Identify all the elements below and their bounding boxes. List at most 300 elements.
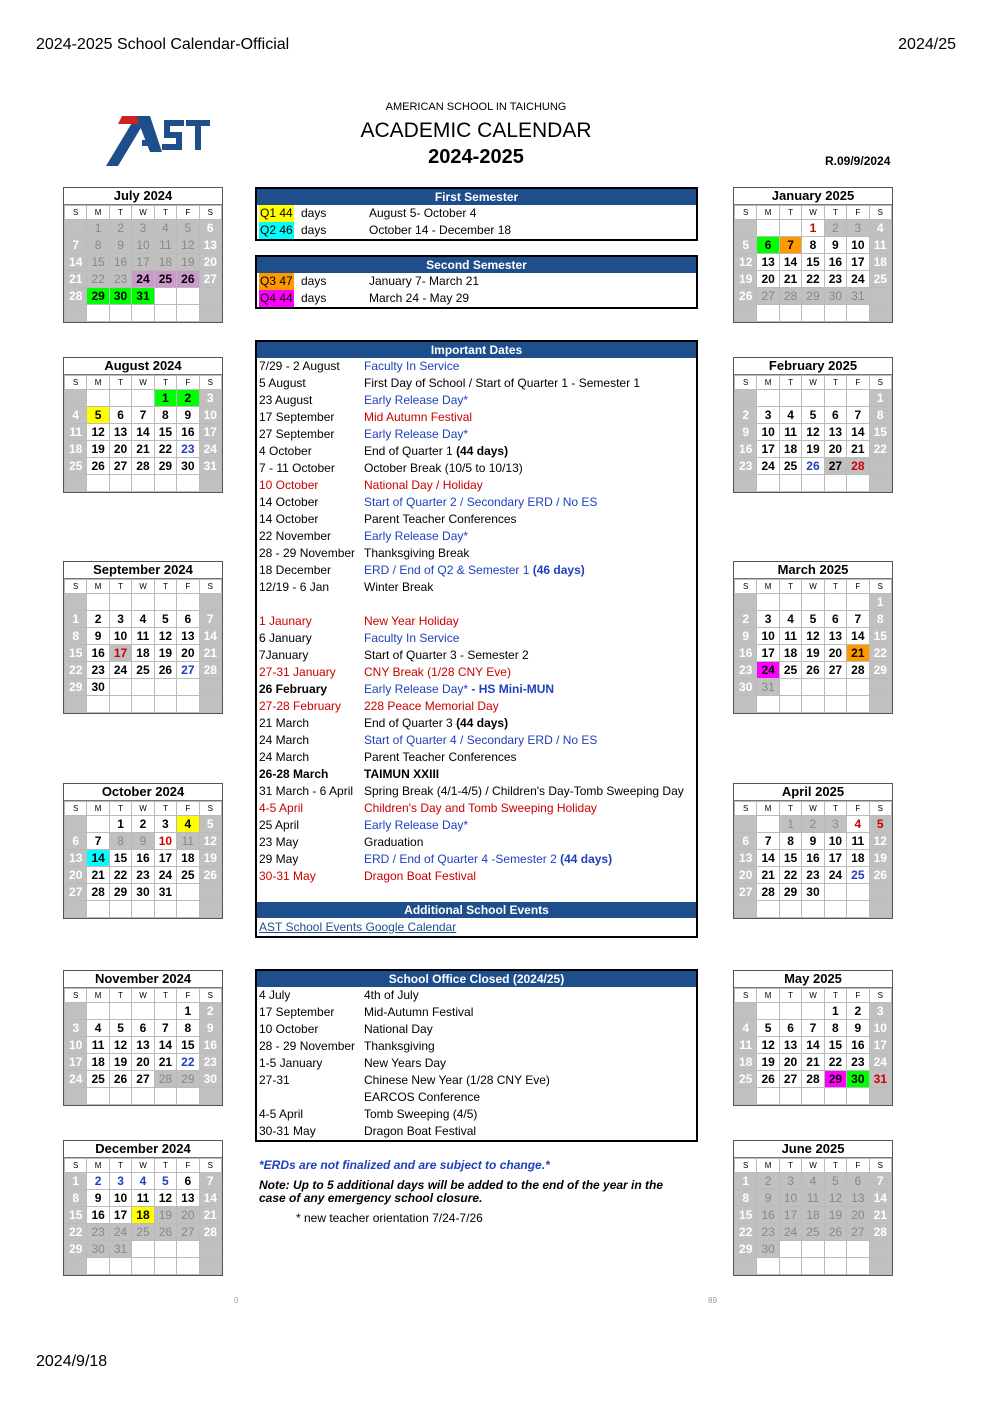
event-name <box>364 800 597 817</box>
day-cell: 23 <box>757 1224 779 1241</box>
day-cell <box>802 1258 824 1275</box>
closed-reason: National Day <box>364 1022 433 1036</box>
day-cell: 14 <box>757 850 779 867</box>
day-cell <box>802 390 824 407</box>
day-cell: 18 <box>779 441 801 458</box>
day-cell <box>109 1258 131 1275</box>
quarter-range: October 14 - December 18 <box>369 223 512 237</box>
weekday-header: S <box>199 1159 221 1173</box>
day-cell: 19 <box>87 441 109 458</box>
weekday-header: T <box>824 376 846 390</box>
day-cell: 8 <box>109 833 131 850</box>
weekday-header: F <box>177 376 199 390</box>
day-cell <box>757 816 779 833</box>
day-cell: 13 <box>847 1190 869 1207</box>
day-cell: 29 <box>177 1071 199 1088</box>
important-date-row <box>257 460 696 477</box>
document-title: 2024-2025 School Calendar-Official <box>36 36 290 53</box>
event-bold: (44 days) <box>560 852 613 866</box>
important-date-row <box>257 647 696 664</box>
day-cell <box>109 901 131 918</box>
day-cell <box>132 475 154 492</box>
day-cell: 30 <box>87 1241 109 1258</box>
day-cell: 26 <box>154 662 176 679</box>
day-cell <box>779 679 801 696</box>
day-cell: 3 <box>109 1173 131 1190</box>
day-cell <box>847 475 869 492</box>
day-cell: 28 <box>802 1071 824 1088</box>
day-cell: 17 <box>154 850 176 867</box>
day-cell: 17 <box>824 850 846 867</box>
day-cell: 6 <box>109 407 131 424</box>
weekday-header: S <box>199 206 221 220</box>
day-cell: 17 <box>847 254 869 271</box>
day-cell <box>65 594 87 611</box>
important-date-row <box>257 409 696 426</box>
day-cell: 10 <box>109 628 131 645</box>
day-cell <box>65 220 87 237</box>
event-name <box>364 664 511 681</box>
month-calendar <box>733 783 893 919</box>
weekday-header: T <box>824 1159 846 1173</box>
day-cell: 6 <box>847 1173 869 1190</box>
weekday-header: T <box>154 802 176 816</box>
day-cell <box>735 901 757 918</box>
day-cell: 4 <box>87 1020 109 1037</box>
day-cell: 7 <box>802 1020 824 1037</box>
day-cell <box>65 1258 87 1275</box>
closed-reason: Dragon Boat Festival <box>364 1124 477 1138</box>
day-cell: 13 <box>177 1190 199 1207</box>
day-cell: 2 <box>757 1173 779 1190</box>
weekday-header: F <box>847 989 869 1003</box>
day-cell: 22 <box>109 867 131 884</box>
event-name <box>364 409 472 426</box>
weekday-header: S <box>869 206 891 220</box>
day-cell <box>65 390 87 407</box>
event-name <box>364 460 523 477</box>
event-name <box>364 545 469 562</box>
day-cell: 9 <box>177 407 199 424</box>
day-cell: 25 <box>735 1071 757 1088</box>
days-label: days <box>301 274 327 288</box>
closed-date: 4 July <box>259 988 291 1002</box>
month-title: April 2025 <box>734 784 892 801</box>
day-cell: 18 <box>132 1207 154 1224</box>
important-date-row <box>257 596 696 613</box>
month-title: October 2024 <box>64 784 222 801</box>
weekday-header: T <box>779 580 801 594</box>
event-text: Start of Quarter 4 / Secondary ERD / No ES <box>364 733 598 747</box>
day-cell: 20 <box>757 271 779 288</box>
day-cell <box>824 390 846 407</box>
day-cell: 13 <box>779 1037 801 1054</box>
day-cell: 25 <box>65 458 87 475</box>
closure-note <box>259 1179 689 1205</box>
day-cell: 21 <box>847 441 869 458</box>
event-text: Faculty In Service <box>364 359 460 373</box>
event-date: 14 October <box>259 495 319 509</box>
important-date-row <box>257 528 696 545</box>
day-cell: 19 <box>757 1054 779 1071</box>
day-cell: 10 <box>65 1037 87 1054</box>
event-text: Early Release Day* <box>364 682 469 696</box>
day-cell: 17 <box>109 1207 131 1224</box>
day-cell: 24 <box>65 1071 87 1088</box>
event-date: 31 March - 6 April <box>259 784 354 798</box>
event-date: 6 January <box>259 631 312 645</box>
day-cell <box>132 594 154 611</box>
event-text: Early Release Day* <box>364 393 469 407</box>
event-text: Spring Break (4/1-4/5) / Children's Day-Tomb Sweeping Day <box>364 784 684 798</box>
important-dates-title: Important Dates <box>257 342 696 358</box>
weekday-header: F <box>847 376 869 390</box>
second-semester-title: Second Semester <box>257 257 696 273</box>
weekday-header: M <box>757 989 779 1003</box>
day-cell <box>199 288 221 305</box>
day-cell: 16 <box>132 850 154 867</box>
day-cell: 23 <box>109 271 131 288</box>
day-cell: 30 <box>109 288 131 305</box>
day-cell: 26 <box>177 271 199 288</box>
day-cell: 6 <box>757 237 779 254</box>
weekday-header: F <box>847 802 869 816</box>
month-calendar <box>63 357 223 493</box>
weekday-header: T <box>109 206 131 220</box>
day-cell: 7 <box>87 833 109 850</box>
day-cell: 5 <box>199 816 221 833</box>
day-cell <box>65 305 87 322</box>
day-cell <box>824 1088 846 1105</box>
day-cell <box>869 288 891 305</box>
closed-reason: Mid-Autumn Festival <box>364 1005 474 1019</box>
day-cell: 17 <box>199 424 221 441</box>
weekday-header: F <box>847 1159 869 1173</box>
day-cell <box>757 901 779 918</box>
day-cell <box>199 1241 221 1258</box>
weekday-header: S <box>65 802 87 816</box>
month-calendar <box>63 783 223 919</box>
day-cell <box>869 305 891 322</box>
day-cell: 23 <box>824 271 846 288</box>
day-cell: 16 <box>847 1037 869 1054</box>
day-cell <box>735 1258 757 1275</box>
first-semester-box <box>255 187 698 241</box>
day-cell: 29 <box>109 884 131 901</box>
page-code: 2024/25 <box>898 36 956 53</box>
day-cell: 10 <box>132 237 154 254</box>
first-semester-title: First Semester <box>257 189 696 205</box>
day-cell: 21 <box>869 1207 891 1224</box>
month-title: September 2024 <box>64 562 222 579</box>
day-cell: 10 <box>779 1190 801 1207</box>
day-cell <box>757 696 779 713</box>
day-cell <box>757 594 779 611</box>
day-cell <box>847 901 869 918</box>
important-date-row <box>257 698 696 715</box>
day-cell: 19 <box>802 441 824 458</box>
event-name <box>364 358 459 375</box>
office-closed-row <box>257 1004 696 1021</box>
day-cell: 21 <box>154 1054 176 1071</box>
day-cell: 26 <box>735 288 757 305</box>
day-cell <box>65 1088 87 1105</box>
day-cell <box>177 1088 199 1105</box>
day-cell: 25 <box>847 867 869 884</box>
day-cell: 26 <box>154 1224 176 1241</box>
day-cell: 11 <box>735 1037 757 1054</box>
day-cell: 28 <box>132 458 154 475</box>
day-cell <box>824 475 846 492</box>
day-cell <box>847 594 869 611</box>
weekday-header: F <box>847 206 869 220</box>
day-cell: 13 <box>177 628 199 645</box>
day-cell: 6 <box>177 1173 199 1190</box>
day-cell <box>735 696 757 713</box>
day-cell: 16 <box>87 645 109 662</box>
day-cell <box>847 1258 869 1275</box>
semester-row <box>257 290 696 307</box>
event-date: 21 March <box>259 716 310 730</box>
day-cell: 27 <box>65 884 87 901</box>
day-cell <box>132 1088 154 1105</box>
day-cell: 24 <box>757 662 779 679</box>
day-cell <box>824 884 846 901</box>
day-cell: 5 <box>757 1020 779 1037</box>
day-cell <box>87 696 109 713</box>
orientation-note: * new teacher orientation 7/24-7/26 <box>296 1211 483 1225</box>
day-cell <box>154 475 176 492</box>
day-cell: 30 <box>177 458 199 475</box>
weekday-header: S <box>65 376 87 390</box>
day-cell: 14 <box>869 1190 891 1207</box>
event-date: 4-5 April <box>259 801 304 815</box>
day-cell: 3 <box>779 1173 801 1190</box>
day-cell: 4 <box>779 407 801 424</box>
day-cell: 16 <box>177 424 199 441</box>
day-cell: 23 <box>199 1054 221 1071</box>
weekday-header: S <box>199 989 221 1003</box>
day-cell: 8 <box>869 407 891 424</box>
day-cell: 29 <box>869 662 891 679</box>
day-cell <box>824 696 846 713</box>
office-closed-row <box>257 1021 696 1038</box>
weekday-header: T <box>154 1159 176 1173</box>
day-cell: 2 <box>847 1003 869 1020</box>
important-date-row <box>257 868 696 885</box>
day-cell <box>779 220 801 237</box>
day-cell: 5 <box>824 1173 846 1190</box>
weekday-header: W <box>802 1159 824 1173</box>
weekday-header: S <box>735 206 757 220</box>
day-cell <box>132 679 154 696</box>
day-cell: 25 <box>132 662 154 679</box>
day-cell <box>109 305 131 322</box>
day-cell: 1 <box>869 594 891 611</box>
weekday-header: T <box>154 989 176 1003</box>
event-text: Thanksgiving Break <box>364 546 470 560</box>
day-cell: 11 <box>869 237 891 254</box>
day-cell: 28 <box>65 288 87 305</box>
day-cell: 6 <box>177 611 199 628</box>
event-name <box>364 732 597 749</box>
event-name <box>364 477 483 494</box>
day-cell: 7 <box>65 237 87 254</box>
day-cell: 27 <box>735 884 757 901</box>
day-cell <box>824 679 846 696</box>
day-cell: 11 <box>779 424 801 441</box>
day-cell: 13 <box>199 237 221 254</box>
office-closed-row <box>257 987 696 1004</box>
weekday-header: T <box>109 580 131 594</box>
day-cell: 12 <box>802 424 824 441</box>
day-cell: 4 <box>802 1173 824 1190</box>
day-cell: 4 <box>154 220 176 237</box>
day-cell: 28 <box>779 288 801 305</box>
event-date: 29 May <box>259 852 299 866</box>
closed-reason: Tomb Sweeping (4/5) <box>364 1107 478 1121</box>
day-cell: 9 <box>87 1190 109 1207</box>
day-cell: 29 <box>154 458 176 475</box>
event-text: Dragon Boat Festival <box>364 869 477 883</box>
quarter-range: August 5- October 4 <box>369 206 477 220</box>
day-cell: 22 <box>802 271 824 288</box>
day-cell <box>177 594 199 611</box>
day-cell: 8 <box>154 407 176 424</box>
day-cell: 21 <box>65 271 87 288</box>
day-cell <box>847 884 869 901</box>
closure-note-text: Up to 5 additional days will be added to the end of the year in the case of any emergency school closure. <box>259 1178 664 1205</box>
day-cell <box>154 1258 176 1275</box>
day-cell <box>757 1258 779 1275</box>
weekday-header: M <box>757 1159 779 1173</box>
day-cell <box>735 220 757 237</box>
day-cell: 16 <box>735 645 757 662</box>
day-cell: 7 <box>132 407 154 424</box>
day-cell: 18 <box>847 850 869 867</box>
day-cell: 22 <box>735 1224 757 1241</box>
day-cell: 18 <box>869 254 891 271</box>
day-cell: 24 <box>109 662 131 679</box>
event-name <box>364 392 468 409</box>
event-name <box>364 579 433 596</box>
day-cell <box>869 1258 891 1275</box>
day-cell: 2 <box>199 1003 221 1020</box>
weekday-header: M <box>87 206 109 220</box>
day-cell: 18 <box>779 645 801 662</box>
day-cell: 2 <box>735 407 757 424</box>
day-cell <box>824 305 846 322</box>
event-text: National Day / Holiday <box>364 478 483 492</box>
event-date: 4 October <box>259 444 312 458</box>
event-bold: (44 days) <box>456 716 509 730</box>
office-closed-row <box>257 1106 696 1123</box>
day-cell: 3 <box>132 220 154 237</box>
day-cell: 13 <box>757 254 779 271</box>
day-cell: 28 <box>847 458 869 475</box>
event-name <box>364 817 468 834</box>
event-name <box>364 783 684 800</box>
important-date-row <box>257 800 696 817</box>
day-cell: 20 <box>65 867 87 884</box>
office-closed-row <box>257 1072 696 1089</box>
day-cell <box>779 696 801 713</box>
semester-row <box>257 273 696 290</box>
month-calendar <box>733 1140 893 1276</box>
day-cell <box>109 696 131 713</box>
day-cell <box>177 679 199 696</box>
weekday-header: W <box>802 802 824 816</box>
day-cell: 24 <box>869 1054 891 1071</box>
event-text: Parent Teacher Conferences <box>364 750 517 764</box>
weekday-header: T <box>109 1159 131 1173</box>
day-cell <box>802 475 824 492</box>
day-cell: 25 <box>154 271 176 288</box>
event-date: 23 August <box>259 393 313 407</box>
day-cell: 21 <box>87 867 109 884</box>
event-date: 14 October <box>259 512 319 526</box>
event-text: Parent Teacher Conferences <box>364 512 517 526</box>
day-cell <box>109 1003 131 1020</box>
day-cell: 7 <box>869 1173 891 1190</box>
day-cell: 30 <box>847 1071 869 1088</box>
important-date-row <box>257 477 696 494</box>
day-cell: 2 <box>177 390 199 407</box>
day-cell: 9 <box>757 1190 779 1207</box>
google-calendar-link[interactable]: AST School Events Google Calendar <box>259 920 457 934</box>
day-cell: 29 <box>735 1241 757 1258</box>
office-closed-row <box>257 1038 696 1055</box>
day-cell: 30 <box>199 1071 221 1088</box>
day-cell <box>132 305 154 322</box>
day-cell: 16 <box>824 254 846 271</box>
weekday-header: T <box>109 989 131 1003</box>
day-cell: 18 <box>87 1054 109 1071</box>
day-cell <box>779 1258 801 1275</box>
day-cell: 1 <box>109 816 131 833</box>
day-cell: 11 <box>132 1190 154 1207</box>
day-cell: 11 <box>154 237 176 254</box>
day-cell: 17 <box>869 1037 891 1054</box>
day-cell: 8 <box>735 1190 757 1207</box>
important-date-row <box>257 358 696 375</box>
day-cell: 4 <box>869 220 891 237</box>
day-cell: 4 <box>847 816 869 833</box>
day-cell: 5 <box>802 407 824 424</box>
event-date: 24 March <box>259 750 310 764</box>
day-cell <box>869 1088 891 1105</box>
day-cell: 14 <box>847 424 869 441</box>
day-cell: 10 <box>109 1190 131 1207</box>
day-cell <box>757 1088 779 1105</box>
day-cell: 13 <box>824 424 846 441</box>
weekday-header: M <box>87 989 109 1003</box>
weekday-header: T <box>779 376 801 390</box>
day-cell: 10 <box>154 833 176 850</box>
day-cell: 15 <box>65 645 87 662</box>
month-title: February 2025 <box>734 358 892 375</box>
day-cell <box>87 390 109 407</box>
weekday-header: T <box>154 206 176 220</box>
day-cell <box>802 696 824 713</box>
event-date: 26-28 March <box>259 767 329 781</box>
day-cell: 31 <box>154 884 176 901</box>
day-cell: 22 <box>869 645 891 662</box>
weekday-header: S <box>735 989 757 1003</box>
month-calendar <box>733 561 893 714</box>
day-cell: 7 <box>779 237 801 254</box>
day-cell: 4 <box>65 407 87 424</box>
